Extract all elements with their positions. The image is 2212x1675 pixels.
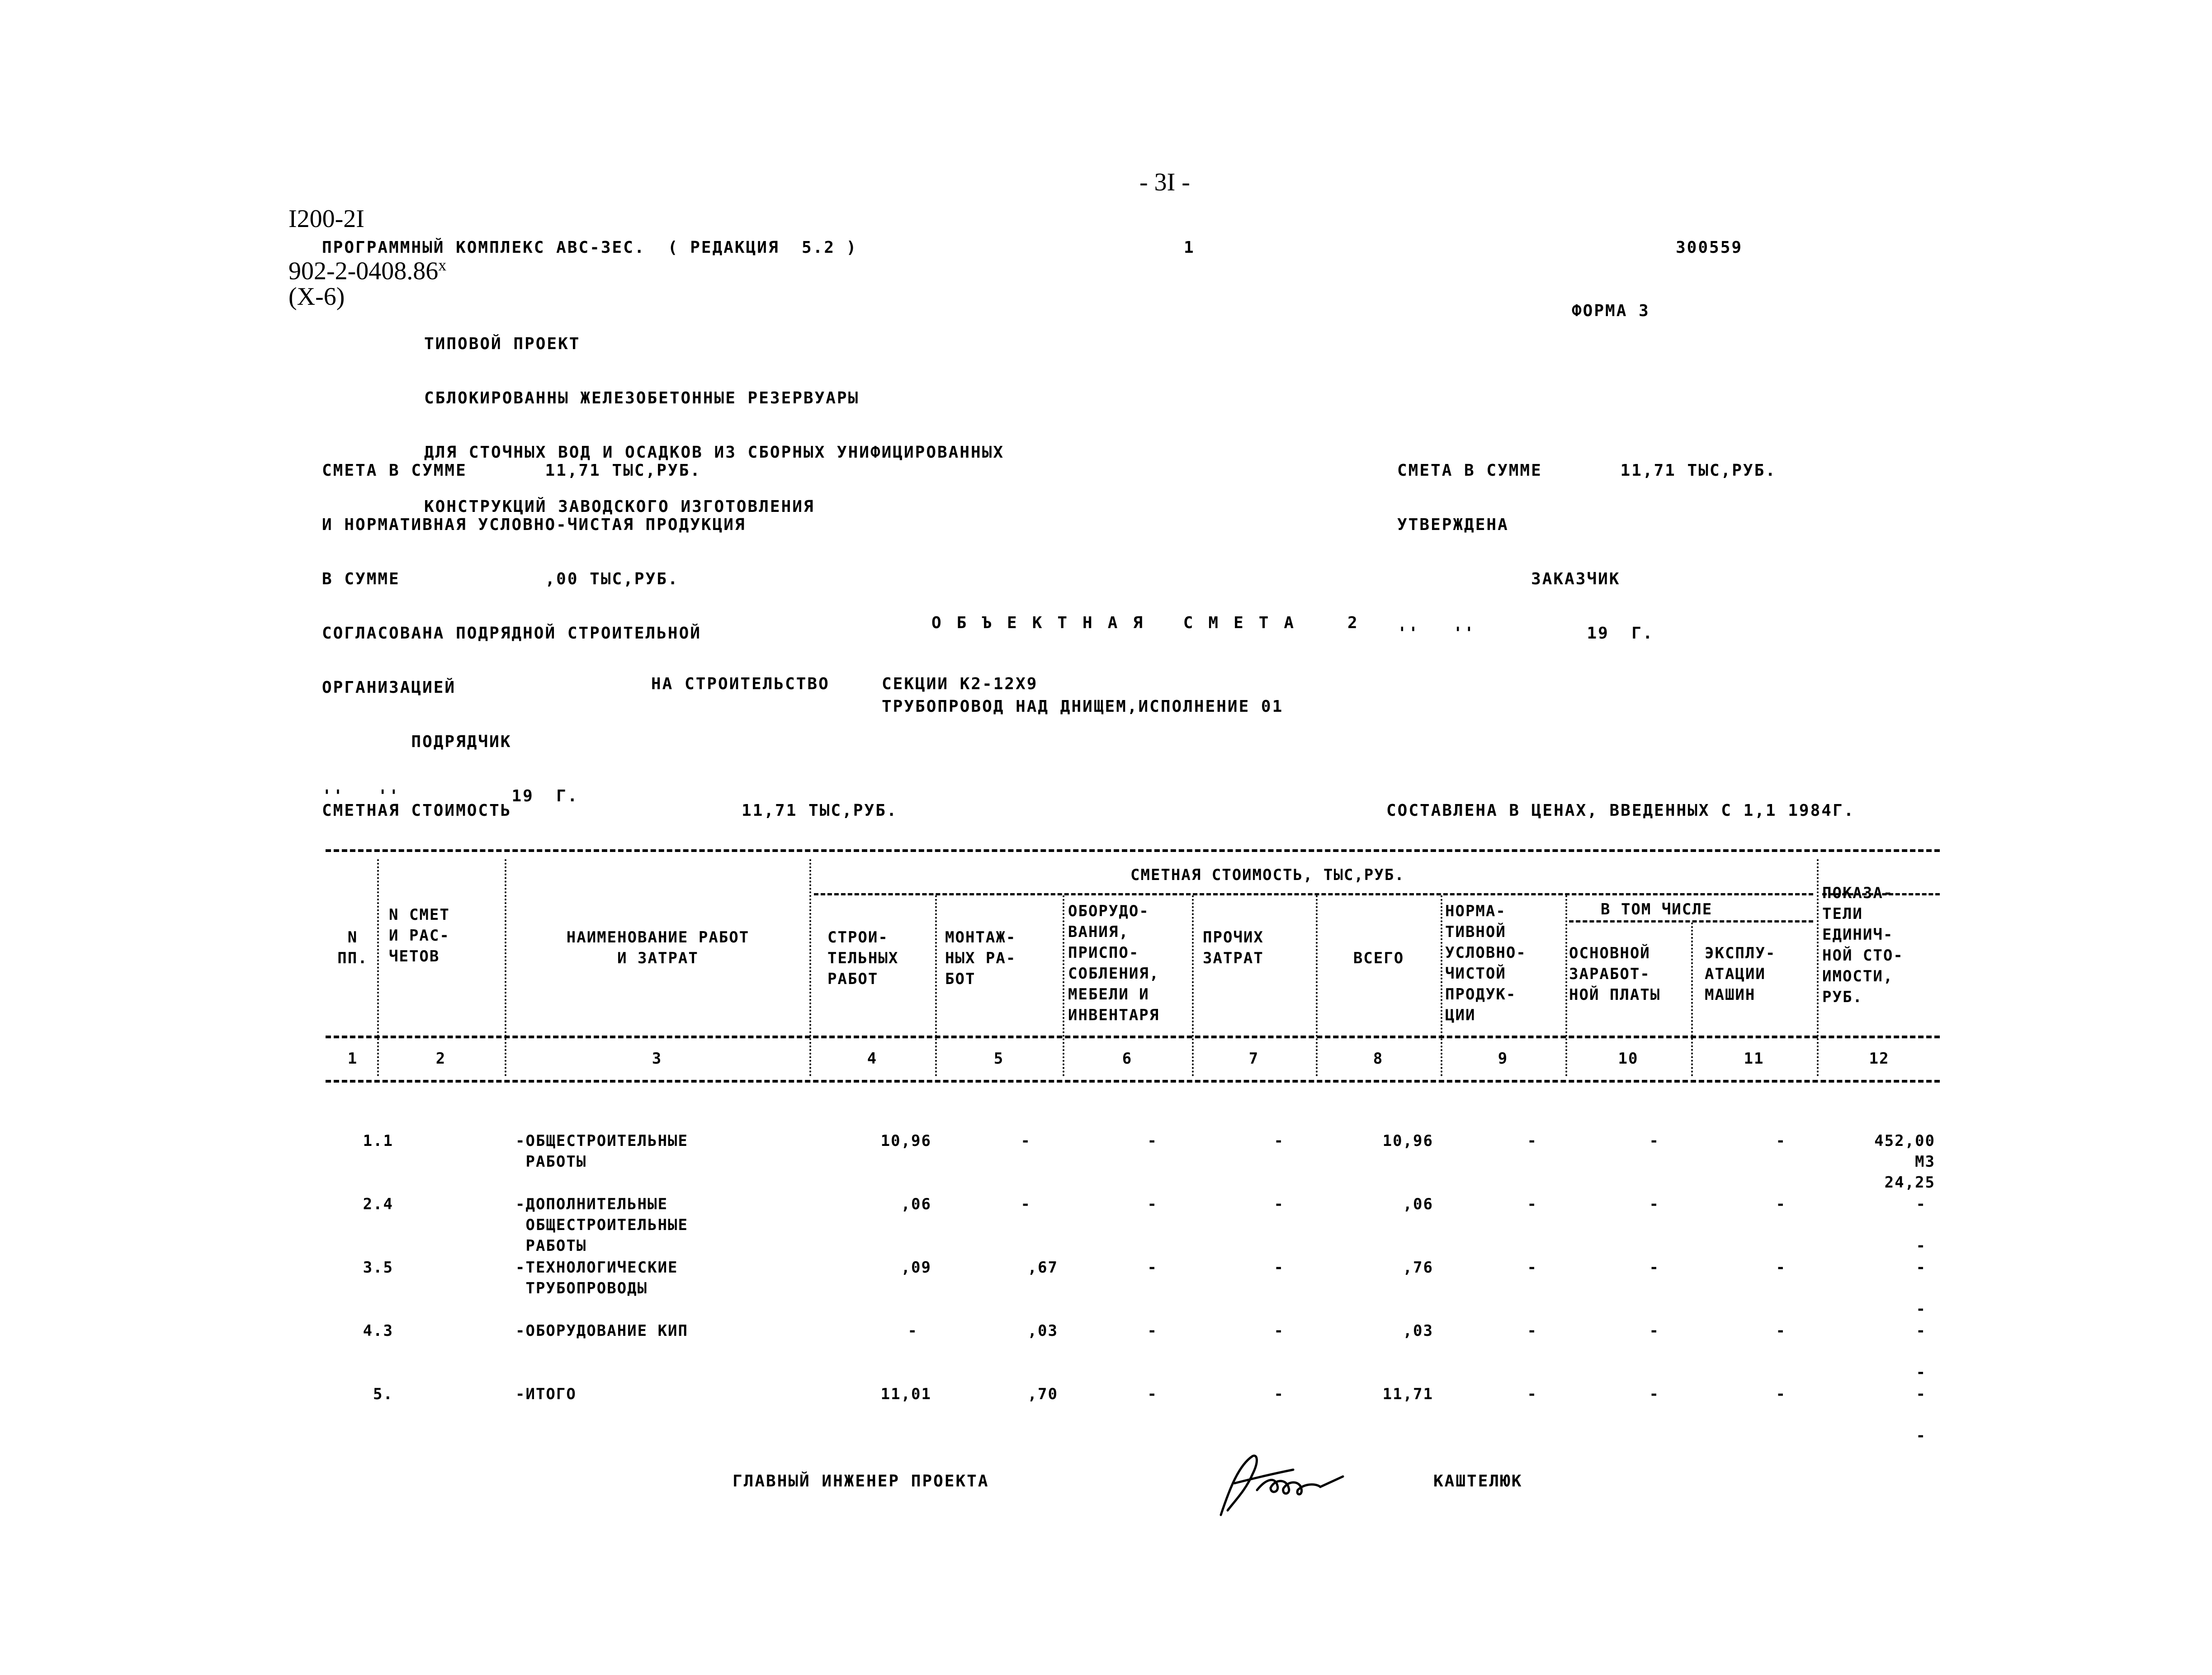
column-number: 10 — [1618, 1050, 1639, 1068]
column-header-npp: N ПП. — [337, 928, 368, 967]
column-separator — [1817, 859, 1819, 1076]
row-base-salary: - — [1649, 1322, 1659, 1340]
column-number: 6 — [1122, 1050, 1133, 1068]
program-label: ПРОГРАММНЫЙ КОМПЛЕКС АВС-3ЕС. ( РЕДАКЦИЯ 5.2 ) — [322, 238, 858, 257]
row-net-product: - — [1527, 1259, 1537, 1277]
row-base-salary: - — [1649, 1259, 1659, 1277]
row-unit-cost: - - — [1916, 1259, 1926, 1318]
row-total: ,03 — [1403, 1322, 1433, 1340]
row-net-product: - — [1527, 1385, 1537, 1403]
subject-label: НА СТРОИТЕЛЬСТВО — [651, 675, 830, 693]
column-number: 11 — [1744, 1050, 1764, 1068]
column-number: 2 — [435, 1050, 446, 1068]
row-number: 1.1 — [363, 1132, 393, 1150]
row-unit-cost: - - — [1916, 1195, 1926, 1255]
column-number: 1 — [347, 1050, 358, 1068]
form-label: ФОРМА 3 — [1572, 302, 1650, 320]
column-header-unit-cost: ПОКАЗА- ТЕЛИ ЕДИНИЧ- НОЙ СТО- ИМОСТИ, РУБ. — [1822, 884, 1904, 1006]
row-unit-cost: - - — [1916, 1322, 1926, 1382]
estimate-number: 2 — [1347, 614, 1359, 632]
approval-right-line: УТВЕРЖДЕНА — [1397, 516, 1509, 534]
row-other: - — [1274, 1259, 1284, 1277]
row-other: - — [1274, 1322, 1284, 1340]
row-other: - — [1274, 1132, 1284, 1150]
approval-left-line: И НОРМАТИВНАЯ УСЛОВНО-ЧИСТАЯ ПРОДУКЦИЯ — [322, 516, 746, 534]
approval-left-line: СМЕТА В СУММЕ 11,71 ТЫС,РУБ. — [322, 461, 701, 480]
column-header-base-salary: ОСНОВНОЙ ЗАРАБОТ- НОЙ ПЛАТЫ — [1569, 944, 1661, 1004]
column-number: 8 — [1373, 1050, 1384, 1068]
row-equipment: - — [1147, 1195, 1158, 1213]
column-header-total: ВСЕГО — [1353, 949, 1404, 967]
table-numbers-rule — [326, 1080, 1940, 1083]
row-machines: - — [1776, 1132, 1786, 1150]
column-number: 12 — [1869, 1050, 1890, 1068]
project-line: ДЛЯ СТОЧНЫХ ВОД И ОСАДКОВ ИЗ СБОРНЫХ УНИФИЦИРОВАННЫХ — [424, 443, 1005, 462]
approval-left — [322, 427, 746, 823]
estimate-title: ОБЪЕКТНАЯ СМЕТА — [931, 614, 1309, 632]
row-construction: - — [907, 1322, 918, 1340]
row-base-salary: - — [1649, 1385, 1659, 1403]
row-construction: 11,01 — [880, 1385, 931, 1403]
signature-name: КАШТЕЛЮК — [1433, 1472, 1523, 1490]
project-line: ТИПОВОЙ ПРОЕКТ — [424, 335, 581, 353]
doc-code-main: 902-2-0408.86 — [288, 257, 439, 285]
doc-code-sup: x — [438, 256, 447, 274]
row-net-product: - — [1527, 1322, 1537, 1340]
row-other: - — [1274, 1385, 1284, 1403]
approval-left-line: ПОДРЯДЧИК — [322, 733, 512, 751]
row-number: 4.3 — [363, 1322, 393, 1340]
row-installation: ,67 — [1027, 1259, 1058, 1277]
row-base-salary: - — [1649, 1195, 1659, 1213]
row-name: -ОБОРУДОВАНИЕ КИП — [515, 1322, 688, 1340]
column-separator — [377, 859, 379, 1076]
row-machines: - — [1776, 1385, 1786, 1403]
row-other: - — [1274, 1195, 1284, 1213]
row-unit-cost: 452,00 М3 24,25 — [1874, 1132, 1935, 1192]
approval-right-line: ЗАКАЗЧИК — [1397, 570, 1621, 588]
table-header-rule — [326, 1036, 1940, 1038]
table-top-rule — [326, 849, 1940, 852]
column-header-construction: СТРОИ- ТЕЛЬНЫХ РАБОТ — [827, 928, 899, 988]
row-equipment: - — [1147, 1322, 1158, 1340]
approval-left-line: '' '' 19 Г. — [322, 787, 579, 805]
approval-left-line: В СУММЕ ,00 ТЫС,РУБ. — [322, 570, 679, 588]
subgroup-header-rule — [1569, 920, 1813, 923]
signature-role: ГЛАВНЫЙ ИНЖЕНЕР ПРОЕКТА — [733, 1472, 989, 1490]
row-construction: 10,96 — [880, 1132, 931, 1150]
group-header: СМЕТНАЯ СТОИМОСТЬ, ТЫС,РУБ. — [1130, 866, 1405, 884]
row-net-product: - — [1527, 1195, 1537, 1213]
row-net-product: - — [1527, 1132, 1537, 1150]
approval-right-line: СМЕТА В СУММЕ 11,71 ТЫС,РУБ. — [1397, 461, 1777, 480]
row-installation: ,70 — [1027, 1385, 1058, 1403]
sheet-number: 1 — [1184, 238, 1195, 257]
row-equipment: - — [1147, 1132, 1158, 1150]
column-header-equipment: ОБОРУДО- ВАНИЯ, ПРИСПО- СОБЛЕНИЯ, МЕБЕЛИ И ИНВЕНТАРЯ — [1068, 902, 1160, 1024]
row-machines: - — [1776, 1195, 1786, 1213]
subject-line-1: СЕКЦИИ К2-12Х9 — [882, 675, 1038, 693]
row-total: 11,71 — [1382, 1385, 1433, 1403]
cost-label: СМЕТНАЯ СТОИМОСТЬ — [322, 801, 512, 820]
column-header-machines: ЭКСПЛУ- АТАЦИИ МАШИН — [1705, 944, 1776, 1004]
column-header-installation: МОНТАЖ- НЫХ РА- БОТ — [945, 928, 1016, 988]
column-number: 4 — [867, 1050, 878, 1068]
row-installation: ,03 — [1027, 1322, 1058, 1340]
row-unit-cost: - - — [1916, 1385, 1926, 1445]
column-header-other: ПРОЧИХ ЗАТРАТ — [1203, 928, 1264, 967]
cost-value: 11,71 ТЫС,РУБ. — [742, 801, 898, 820]
program-code: 300559 — [1676, 238, 1743, 257]
row-number: 2.4 — [363, 1195, 393, 1213]
column-number: 5 — [993, 1050, 1004, 1068]
row-construction: ,06 — [901, 1195, 931, 1213]
row-installation: - — [1021, 1195, 1031, 1213]
approval-right-line: '' '' 19 Г. — [1397, 624, 1654, 643]
column-number: 9 — [1498, 1050, 1508, 1068]
row-name: -ОБЩЕСТРОИТЕЛЬНЫЕ РАБОТЫ — [515, 1132, 688, 1171]
column-header-net-product: НОРМА- ТИВНОЙ УСЛОВНО- ЧИСТОЙ ПРОДУК- ЦИИ — [1445, 902, 1527, 1024]
row-base-salary: - — [1649, 1132, 1659, 1150]
project-line: КОНСТРУКЦИЙ ЗАВОДСКОГО ИЗГОТОВЛЕНИЯ — [424, 497, 815, 516]
approval-right — [1397, 427, 1777, 661]
row-construction: ,09 — [901, 1259, 931, 1277]
subgroup-header: В ТОМ ЧИСЛЕ — [1601, 900, 1713, 918]
prices-note: СОСТАВЛЕНА В ЦЕНАХ, ВВЕДЕННЫХ С 1,1 1984Г. — [1386, 801, 1855, 820]
column-number: 7 — [1248, 1050, 1259, 1068]
row-installation: - — [1021, 1132, 1031, 1150]
approval-left-line: ОРГАНИЗАЦИЕЙ — [322, 678, 456, 697]
doc-code-left: I200-2I — [288, 205, 364, 233]
row-machines: - — [1776, 1259, 1786, 1277]
group-header-rule — [814, 893, 1813, 895]
row-name: -ДОПОЛНИТЕЛЬНЫЕ ОБЩЕСТРОИТЕЛЬНЫЕ РАБОТЫ — [515, 1195, 688, 1255]
column-number: 3 — [652, 1050, 662, 1068]
row-total: 10,96 — [1382, 1132, 1433, 1150]
row-total: ,06 — [1403, 1195, 1433, 1213]
page-number: - 3I - — [1139, 168, 1190, 196]
project-line: СБЛОКИРОВАННЫ ЖЕЛЕЗОБЕТОННЫЕ РЕЗЕРВУАРЫ — [424, 389, 860, 407]
row-machines: - — [1776, 1322, 1786, 1340]
column-header-work-name: НАИМЕНОВАНИЕ РАБОТ И ЗАТРАТ — [566, 928, 750, 967]
doc-code-suffix: (X-6) — [288, 282, 345, 311]
column-separator — [505, 859, 506, 1076]
row-number: 5. — [373, 1385, 393, 1403]
row-name: -ИТОГО — [515, 1385, 577, 1403]
approval-left-line: СОГЛАСОВАНА ПОДРЯДНОЙ СТРОИТЕЛЬНОЙ — [322, 624, 701, 643]
column-separator — [809, 859, 811, 1076]
column-header-estimate-no: N СМЕТ И РАС- ЧЕТОВ — [389, 906, 450, 965]
signature-mark — [1203, 1447, 1352, 1519]
row-equipment: - — [1147, 1385, 1158, 1403]
subject-line-2: ТРУБОПРОВОД НАД ДНИЩЕМ,ИСПОЛНЕНИЕ 01 — [882, 697, 1284, 716]
row-name: -ТЕХНОЛОГИЧЕСКИЕ ТРУБОПРОВОДЫ — [515, 1259, 678, 1297]
row-number: 3.5 — [363, 1259, 393, 1277]
row-total: ,76 — [1403, 1259, 1433, 1277]
row-equipment: - — [1147, 1259, 1158, 1277]
